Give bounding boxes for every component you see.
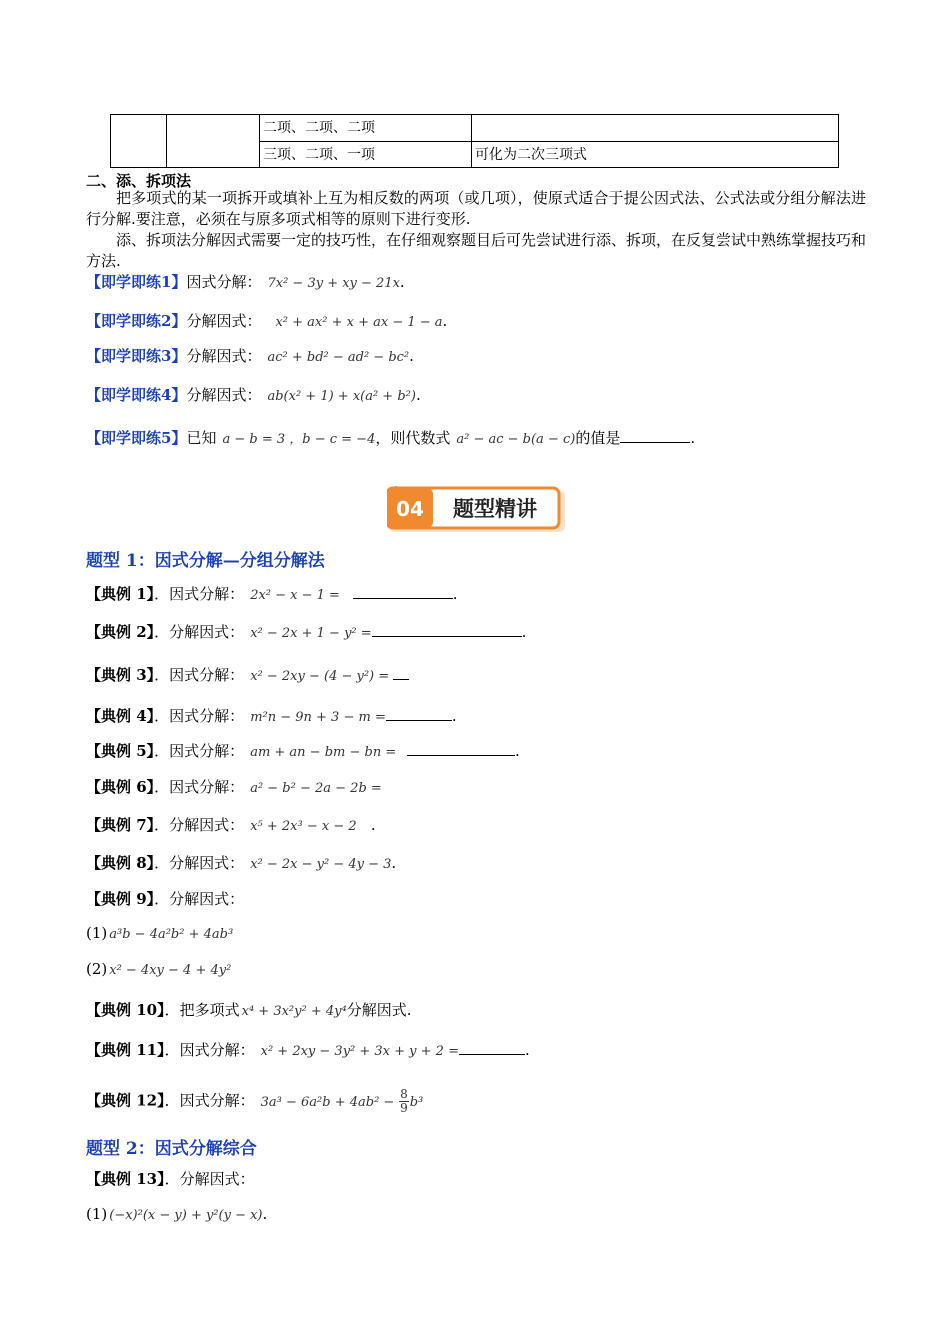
paragraph: 把多项式的某一项拆开或填补上互为相反数的两项（或几项），使原式适合于提公因式法、公式法或分组分解法进行分解.要注意，必须在与原多项式相等的原则下进行变形. xyxy=(86,189,866,228)
sub-question: (1) (−x)²(x − y) + y²(y − x). xyxy=(86,1205,268,1223)
example-item: 【典例 11】．因式分解： x² + 2xy − 3y² + 3x + y + 2 = . xyxy=(86,1041,530,1059)
type-heading: 题型 2：因式分解综合 xyxy=(86,1139,257,1159)
section-badge xyxy=(387,486,567,534)
math-expression: a² − ac − b(a − c) xyxy=(456,432,576,447)
math-expression: a − b = 3 ，b − c = −4 xyxy=(222,432,376,447)
table-cell: 三项、二项、一项 xyxy=(263,147,375,163)
example-item: 【典例 6】．因式分解： a² − b² − 2a − 2b = xyxy=(86,778,382,796)
paragraph: 添、拆项法分解因式需要一定的技巧性，在仔细观察题目后可先尝试进行添、拆项，在反复尝试中熟练掌握技巧和方法. xyxy=(86,231,867,270)
fraction: $\frac{8}{9}$ xyxy=(400,1087,408,1115)
practice-item: 【即学即练5】已知 a − b = 3 ，b − c = −4，则代数式 a² − ac − b(a − c)的值是 . xyxy=(86,429,696,447)
practice-item: 【即学即练1】因式分解： 7x² − 3y + xy − 21x. xyxy=(86,273,405,291)
math-expression: ab(x² + 1) + x(a² + b²) xyxy=(267,389,416,404)
answer-blank[interactable] xyxy=(372,622,522,637)
answer-blank[interactable] xyxy=(459,1040,525,1055)
example-item: 【典例 2】．分解因式： x² − 2x + 1 − y² = . xyxy=(86,623,527,641)
example-item: 【典例 12】．因式分解： 3a³ − 6a²b + 4ab² − $\frac{8}{9}$ b³ xyxy=(86,1087,424,1115)
badge-title: 题型精讲 xyxy=(453,497,537,521)
answer-blank[interactable] xyxy=(407,741,515,756)
practice-item: 【即学即练2】分解因式： x² + ax² + x + ax − 1 − a. xyxy=(86,312,448,330)
practice-label: 【即学即练1】 xyxy=(86,273,187,291)
section-heading: 二、添、拆项法 xyxy=(86,172,192,190)
example-item: 【典例 13】．分解因式： xyxy=(86,1170,255,1188)
table-row-divider xyxy=(259,141,838,142)
practice-label: 【即学即练2】 xyxy=(86,312,187,330)
practice-item: 【即学即练3】分解因式： ac² + bd² − ad² − bc². xyxy=(86,347,414,365)
practice-item: 【即学即练4】分解因式： ab(x² + 1) + x(a² + b²). xyxy=(86,386,421,404)
sub-question: (1) a³b − 4a²b² + 4ab³ xyxy=(86,924,234,942)
math-expression: 7x² − 3y + xy − 21x xyxy=(267,276,400,291)
example-item: 【典例 7】．分解因式： x⁵ + 2x³ − x − 2 . xyxy=(86,816,376,834)
answer-blank[interactable] xyxy=(353,584,453,599)
answer-blank[interactable] xyxy=(620,428,690,443)
practice-label: 【即学即练5】 xyxy=(86,429,187,447)
example-item: 【典例 10】．把多项式 x⁴ + 3x²y² + 4y⁴分解因式. xyxy=(86,1001,412,1019)
method-table xyxy=(110,114,839,168)
math-expression: x² + ax² + x + ax − 1 − a xyxy=(275,315,443,330)
math-expression: ac² + bd² − ad² − bc² xyxy=(267,350,410,365)
sub-question: (2) x² − 4xy − 4 + 4y² xyxy=(86,960,232,978)
table-cell: 二项、二项、二项 xyxy=(263,120,375,136)
example-item: 【典例 3】．因式分解： x² − 2xy − (4 − y²) = xyxy=(86,664,409,688)
practice-label: 【即学即练3】 xyxy=(86,347,187,365)
example-item: 【典例 8】．分解因式： x² − 2x − y² − 4y − 3. xyxy=(86,854,397,872)
example-item: 【典例 4】．因式分解： m²n − 9n + 3 − m = . xyxy=(86,707,457,725)
table-cell: 可化为二次三项式 xyxy=(475,147,587,163)
badge-number: 04 xyxy=(396,497,424,521)
answer-blank[interactable] xyxy=(386,706,452,721)
type-heading: 题型 1：因式分解—分组分解法 xyxy=(86,551,325,571)
answer-blank[interactable] xyxy=(393,665,409,680)
example-item: 【典例 1】．因式分解： 2x² − x − 1 = . xyxy=(86,585,458,603)
example-item: 【典例 5】．因式分解： am + an − bm − bn = . xyxy=(86,742,520,760)
example-item: 【典例 9】．分解因式： xyxy=(86,890,245,908)
practice-label: 【即学即练4】 xyxy=(86,386,187,404)
table-col-divider xyxy=(166,115,167,167)
